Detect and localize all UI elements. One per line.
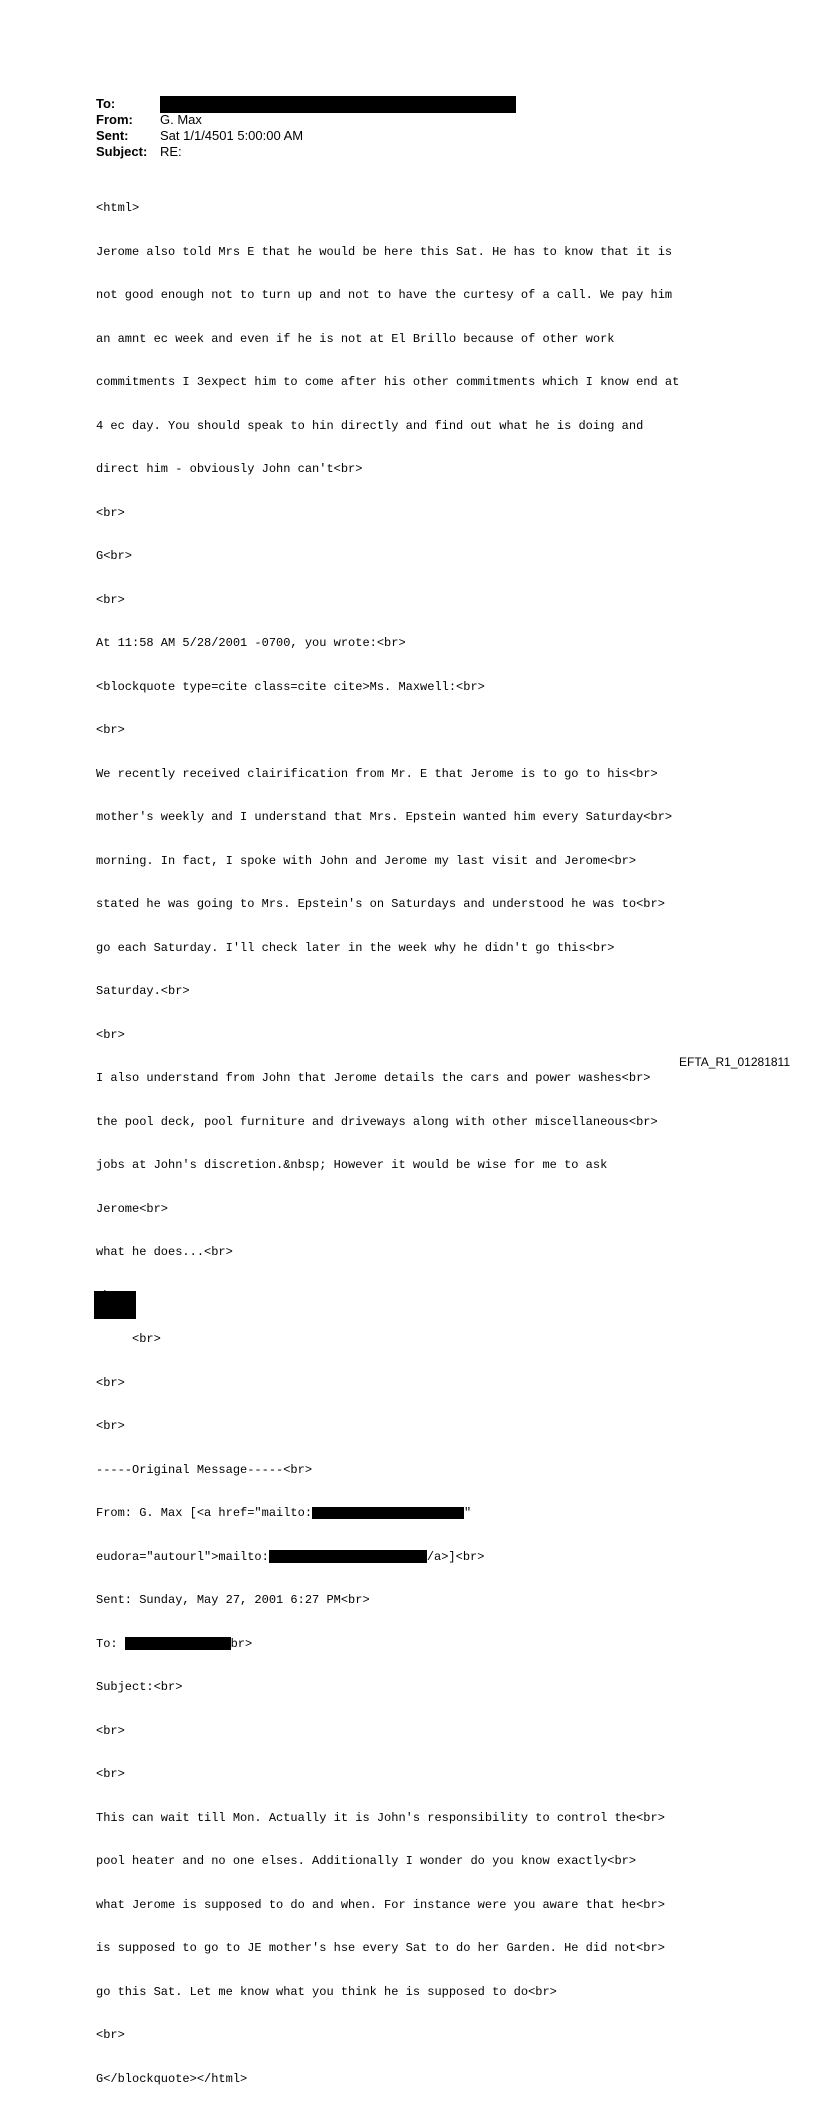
body-line: <br>: [96, 2028, 125, 2042]
redaction-bar: [94, 1291, 136, 1319]
body-line: G</blockquote></html>: [96, 2071, 248, 2086]
body-text: <br>: [132, 1332, 161, 1346]
body-line: the pool deck, pool furniture and driveways along with other miscellaneous<br>: [96, 1114, 658, 1129]
body-line: what he does...<br>: [96, 1245, 233, 1259]
from-label: From:: [96, 112, 133, 127]
body-line: [96, 1550, 679, 1565]
body-line: 4 ec day. You should speak to hin directly and find out what he is doing and: [96, 418, 644, 433]
body-line: go this Sat. Let me know what you think he is supposed to do<br>: [96, 1984, 557, 1999]
body-line: I also understand from John that Jerome details the cars and power washes<br>: [96, 1071, 651, 1085]
body-line: [96, 1289, 679, 1304]
body-line: <br>: [96, 1027, 125, 1042]
body-line: go each Saturday. I'll check later in the week why he didn't go this<br>: [96, 940, 615, 955]
body-line: G<br>: [96, 549, 133, 563]
body-line: [96, 1637, 679, 1652]
body-line: Saturday.<br>: [96, 984, 190, 998]
body-line: Subject:<br>: [96, 1680, 183, 1694]
body-line: direct him - obviously John can't<br>: [96, 462, 363, 476]
body-line: <br>: [96, 592, 125, 607]
body-line: [96, 1332, 679, 1347]
body-line: not good enough not to turn up and not to have the curtesy of a call. We pay him: [96, 288, 673, 302]
body-line: <blockquote type=cite class=cite cite>Ms. Maxwell:<br>: [96, 679, 485, 694]
body-line: stated he was going to Mrs. Epstein's on Saturdays and understood he was to<br>: [96, 897, 665, 911]
body-line: We recently received clairification from Mr. E that Jerome is to go to his<br>: [96, 766, 658, 781]
body-line: Jerome<br>: [96, 1201, 169, 1216]
body-text: To:: [96, 1636, 118, 1651]
body-line: jobs at John's discretion.&nbsp; However it would be wise for me to ask: [96, 1158, 608, 1172]
document-id: EFTA_R1_01281811: [679, 1055, 790, 1069]
body-line: Sent: Sunday, May 27, 2001 6:27 PM<br>: [96, 1593, 370, 1607]
body-line: is supposed to go to JE mother's hse every Sat to do her Garden. He did not<br>: [96, 1941, 665, 1955]
redaction-bar: [269, 1550, 427, 1563]
body-line: <br>: [96, 1419, 125, 1433]
body-line: morning. In fact, I spoke with John and Jerome my last visit and Jerome<br>: [96, 853, 637, 868]
body-text: br>: [230, 1636, 253, 1651]
body-line: an amnt ec week and even if he is not at El Brillo because of other work: [96, 331, 615, 346]
sent-value: Sat 1/1/4501 5:00:00 AM: [160, 128, 304, 143]
body-line: -----Original Message-----<br>: [96, 1462, 313, 1477]
subject-value: RE:: [160, 144, 182, 159]
subject-label: Subject:: [96, 144, 148, 159]
to-label: To:: [96, 96, 116, 111]
sent-label: Sent:: [96, 128, 129, 143]
body-line: <br>: [96, 723, 125, 737]
body-line: mother's weekly and I understand that Mrs. Epstein wanted him every Saturday<br>: [96, 810, 673, 824]
body-line: <br>: [96, 505, 125, 520]
redaction-bar: [125, 1637, 231, 1650]
body-line: Jerome also told Mrs E that he would be here this Sat. He has to know that it is: [96, 244, 673, 259]
body-line: commitments I 3expect him to come after his other commitments which I know end at: [96, 375, 680, 389]
from-value: G. Max: [160, 112, 202, 127]
body-text: /a>]<br>: [426, 1549, 485, 1564]
redaction-bar: [160, 96, 516, 113]
body-text: ": [464, 1506, 472, 1520]
body-line: <br>: [96, 1723, 125, 1738]
to-redaction: [160, 96, 516, 113]
body-text: From: G. Max [<a href="mailto:: [96, 1506, 313, 1520]
body-line: what Jerome is supposed to do and when. For instance were you aware that he<br>: [96, 1897, 665, 1912]
body-line: pool heater and no one elses. Additionally I wonder do you know exactly<br>: [96, 1854, 637, 1868]
body-line: <br>: [96, 1767, 125, 1781]
body-line: <br>: [96, 1375, 125, 1390]
body-text: eudora="autourl">mailto:: [96, 1549, 269, 1564]
email-body: [96, 172, 679, 2101]
body-line: <html>: [96, 201, 140, 215]
body-line: At 11:58 AM 5/28/2001 -0700, you wrote:<br>: [96, 636, 406, 650]
redaction-bar: [312, 1507, 464, 1519]
body-line: [96, 1506, 679, 1521]
body-line: This can wait till Mon. Actually it is John's responsibility to control the<br>: [96, 1810, 665, 1825]
